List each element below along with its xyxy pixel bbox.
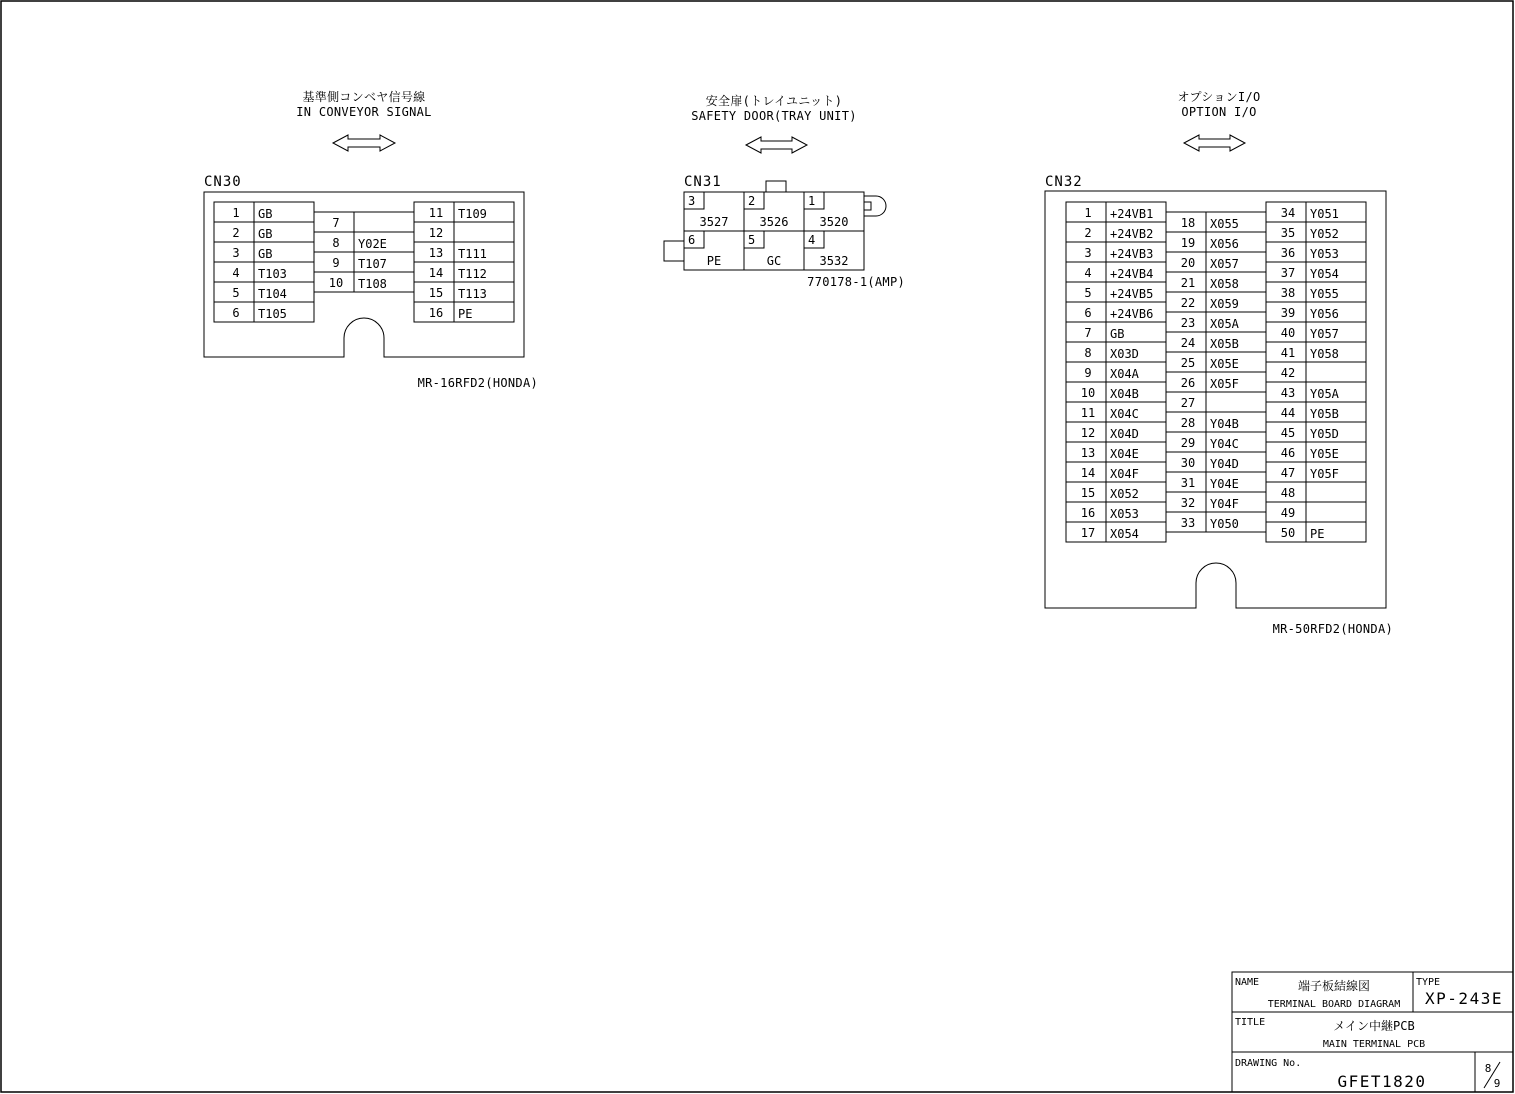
cn32-pin-5-signal: +24VB5: [1110, 287, 1154, 301]
cn31-pin-4-number: 4: [808, 233, 816, 247]
cn30-part-number: MR-16RFD2(HONDA): [417, 376, 538, 390]
cn30-caption-en: IN CONVEYOR SIGNAL: [296, 105, 432, 119]
cn30-pin-2-signal: GB: [258, 227, 273, 241]
cn32-pin-29-number: 29: [1180, 436, 1196, 450]
cn30-pin-16-signal: PE: [458, 307, 473, 321]
cn30-pin-1-signal: GB: [258, 207, 273, 221]
cn32-pin-17-number: 17: [1080, 526, 1096, 540]
cn32-pin-25-signal: X05E: [1210, 357, 1239, 371]
cn32-block: [1045, 90, 1393, 636]
cn32-pin-1-number: 1: [1084, 206, 1092, 220]
cn32-pin-2-number: 2: [1084, 226, 1092, 240]
cn30-pin-7-signal-cell: [354, 212, 414, 232]
cn32-pin-47-number: 47: [1280, 466, 1296, 480]
cn32-pin-37-signal: Y054: [1310, 267, 1339, 281]
cn32-pin-9-number: 9: [1084, 366, 1092, 380]
cn32-pin-43-number: 43: [1280, 386, 1296, 400]
cn32-caption-jp: オプションI/O: [1177, 90, 1261, 104]
cn31-pin-3-signal: 3527: [699, 215, 729, 229]
cn31-block: [664, 93, 905, 289]
cn31-pin-3-number: 3: [688, 194, 696, 208]
cn30-pin-5-signal: T104: [258, 287, 287, 301]
cn32-pin-47-signal: Y05F: [1310, 467, 1339, 481]
cn32-pin-24-signal: X05B: [1210, 337, 1239, 351]
name-jp: 端子板結線図: [1297, 979, 1371, 993]
cn30-pin-15-signal: T113: [458, 287, 487, 301]
cn32-pin-39-signal: Y056: [1310, 307, 1339, 321]
cn32-pin-30-signal: Y04D: [1210, 457, 1239, 471]
cn32-pin-40-number: 40: [1280, 326, 1296, 340]
cn30-pin-3-number: 3: [232, 246, 240, 260]
cn30-pin-6-number: 6: [232, 306, 240, 320]
cn30-pin-4-number: 4: [232, 266, 240, 280]
cn32-pin-36-number: 36: [1280, 246, 1296, 260]
cn31-pin-6-signal: PE: [706, 254, 722, 268]
cn32-pin-13-number: 13: [1080, 446, 1096, 460]
cn32-pin-17-signal: X054: [1110, 527, 1139, 541]
cn31-pin-5-number: 5: [748, 233, 756, 247]
cn32-pin-45-number: 45: [1280, 426, 1296, 440]
cn32-pin-19-signal: X056: [1210, 237, 1239, 251]
cn30-pin-3-signal: GB: [258, 247, 273, 261]
cn32-pin-34-signal: Y051: [1310, 207, 1339, 221]
cn32-pin-37-number: 37: [1280, 266, 1296, 280]
cn32-pin-14-number: 14: [1080, 466, 1096, 480]
cn32-pin-42-signal-cell: [1306, 362, 1366, 382]
cn32-pin-50-signal: PE: [1310, 527, 1325, 541]
cn32-pin-30-number: 30: [1180, 456, 1196, 470]
name-en: TERMINAL BOARD DIAGRAM: [1267, 999, 1401, 1010]
cn31-direction-arrow-icon: [746, 137, 807, 153]
type-value: XP-243E: [1425, 989, 1503, 1008]
cn32-pin-46-number: 46: [1280, 446, 1296, 460]
cn32-pin-8-number: 8: [1084, 346, 1092, 360]
cn30-caption-jp: 基準側コンベヤ信号線: [302, 90, 426, 104]
title-en: MAIN TERMINAL PCB: [1322, 1039, 1426, 1050]
cn32-pin-35-signal: Y052: [1310, 227, 1339, 241]
cn30-pin-8-number: 8: [332, 236, 340, 250]
cn32-pin-18-signal: X055: [1210, 217, 1239, 231]
cn32-pin-22-number: 22: [1180, 296, 1196, 310]
drawing-no-label: DRAWING No.: [1235, 1058, 1302, 1069]
cn32-pin-41-number: 41: [1280, 346, 1296, 360]
cn30-pin-12-number: 12: [428, 226, 444, 240]
cn32-pin-20-number: 20: [1180, 256, 1196, 270]
cn32-pin-28-number: 28: [1180, 416, 1196, 430]
cn32-pin-28-signal: Y04B: [1210, 417, 1239, 431]
cn31-polarity-key: [766, 181, 786, 192]
cn32-pin-38-number: 38: [1280, 286, 1296, 300]
cn30-pin-11-signal: T109: [458, 207, 487, 221]
title-block: [1232, 972, 1513, 1092]
cn32-pin-32-number: 32: [1180, 496, 1196, 510]
cn32-pin-43-signal: Y05A: [1310, 387, 1339, 401]
cn32-pin-34-number: 34: [1280, 206, 1296, 220]
cn32-pin-31-signal: Y04E: [1210, 477, 1239, 491]
title-jp: メイン中継PCB: [1333, 1019, 1415, 1033]
cn32-pin-13-signal: X04E: [1110, 447, 1139, 461]
cn30-pin-5-number: 5: [232, 286, 240, 300]
cn32-pin-18-number: 18: [1180, 216, 1196, 230]
cn30-pin-14-signal: T112: [458, 267, 487, 281]
cn32-caption-en: OPTION I/O: [1181, 105, 1257, 119]
cn32-pin-44-number: 44: [1280, 406, 1296, 420]
type-label: TYPE: [1416, 977, 1441, 988]
cn32-pin-7-signal: GB: [1110, 327, 1125, 341]
cn32-pin-24-number: 24: [1180, 336, 1196, 350]
cn30-pin-7-number: 7: [332, 216, 340, 230]
cn31-pin-6-number: 6: [688, 233, 696, 247]
cn32-pin-5-number: 5: [1084, 286, 1092, 300]
cn32-part-number: MR-50RFD2(HONDA): [1272, 622, 1393, 636]
cn30-pin-12-signal-cell: [454, 222, 514, 242]
cn32-pin-14-signal: X04F: [1110, 467, 1139, 481]
cn30-pin-table: [214, 202, 514, 322]
cn30-pin-11-number: 11: [428, 206, 444, 220]
cn32-pin-39-number: 39: [1280, 306, 1296, 320]
drawing-number: GFET1820: [1337, 1072, 1427, 1091]
cn32-pin-29-signal: Y04C: [1210, 437, 1239, 451]
cn32-pin-10-signal: X04B: [1110, 387, 1139, 401]
cn32-pin-11-signal: X04C: [1110, 407, 1139, 421]
cn32-pin-11-number: 11: [1080, 406, 1096, 420]
cn32-pin-35-number: 35: [1280, 226, 1296, 240]
cn30-block: [204, 89, 538, 390]
cn32-pin-22-signal: X059: [1210, 297, 1239, 311]
cn32-pin-48-number: 48: [1280, 486, 1296, 500]
cn32-pin-10-number: 10: [1080, 386, 1096, 400]
sheet-number: 8: [1484, 1062, 1492, 1075]
cn32-pin-32-signal: Y04F: [1210, 497, 1239, 511]
cn32-pin-38-signal: Y055: [1310, 287, 1339, 301]
cn32-pin-3-number: 3: [1084, 246, 1092, 260]
cn32-pin-21-signal: X058: [1210, 277, 1239, 291]
cn32-pin-21-number: 21: [1180, 276, 1196, 290]
cn32-pin-7-number: 7: [1084, 326, 1092, 340]
cn31-pin-5-signal: GC: [766, 254, 782, 268]
cn32-pin-23-signal: X05A: [1210, 317, 1239, 331]
cn32-pin-8-signal: X03D: [1110, 347, 1139, 361]
cn31-pin-table: [684, 192, 848, 268]
cn32-pin-33-number: 33: [1180, 516, 1196, 530]
cn32-pin-6-signal: +24VB6: [1110, 307, 1154, 321]
cn32-pin-4-number: 4: [1084, 266, 1092, 280]
name-label: NAME: [1235, 977, 1260, 988]
cn30-direction-arrow-icon: [333, 135, 395, 151]
cn32-pin-23-number: 23: [1180, 316, 1196, 330]
cn32-pin-16-number: 16: [1080, 506, 1096, 520]
cn30-pin-15-number: 15: [428, 286, 444, 300]
cn32-pin-49-signal-cell: [1306, 502, 1366, 522]
cn32-pin-15-number: 15: [1080, 486, 1096, 500]
cn31-part-number: 770178-1(AMP): [807, 275, 905, 289]
cn32-pin-27-signal-cell: [1206, 392, 1266, 412]
title-label: TITLE: [1235, 1017, 1266, 1028]
cn30-pin-2-number: 2: [232, 226, 240, 240]
cn31-pin-1-signal: 3520: [819, 215, 849, 229]
cn32-pin-48-signal-cell: [1306, 482, 1366, 502]
cn32-direction-arrow-icon: [1184, 135, 1245, 151]
cn32-pin-6-number: 6: [1084, 306, 1092, 320]
cn32-pin-49-number: 49: [1280, 506, 1296, 520]
cn32-pin-16-signal: X053: [1110, 507, 1139, 521]
cn30-pin-10-signal: T108: [358, 277, 387, 291]
cn32-pin-4-signal: +24VB4: [1110, 267, 1154, 281]
cn31-pin-4-signal: 3532: [819, 254, 849, 268]
cn32-pin-12-signal: X04D: [1110, 427, 1139, 441]
cn32-pin-45-signal: Y05D: [1310, 427, 1339, 441]
cn32-pin-50-number: 50: [1280, 526, 1296, 540]
cn32-pin-33-signal: Y050: [1210, 517, 1239, 531]
cn30-pin-6-signal: T105: [258, 307, 287, 321]
cn32-pin-44-signal: Y05B: [1310, 407, 1339, 421]
cn32-pin-9-signal: X04A: [1110, 367, 1139, 381]
cn30-pin-9-number: 9: [332, 256, 340, 270]
drawing-frame: [1, 1, 1513, 1092]
cn30-header: CN30: [204, 174, 242, 190]
cn32-pin-1-signal: +24VB1: [1110, 207, 1154, 221]
cn32-header: CN32: [1045, 174, 1083, 190]
cn32-pin-31-number: 31: [1180, 476, 1196, 490]
cn30-pin-9-signal: T107: [358, 257, 387, 271]
cn31-header: CN31: [684, 174, 722, 190]
cn32-pin-42-number: 42: [1280, 366, 1296, 380]
cn32-pin-26-signal: X05F: [1210, 377, 1239, 391]
cn32-pin-15-signal: X052: [1110, 487, 1139, 501]
cn30-pin-14-number: 14: [428, 266, 444, 280]
cn30-pin-13-signal: T111: [458, 247, 487, 261]
cn30-pin-13-number: 13: [428, 246, 444, 260]
cn32-pin-12-number: 12: [1080, 426, 1096, 440]
cn30-pin-16-number: 16: [428, 306, 444, 320]
cn32-pin-27-number: 27: [1180, 396, 1196, 410]
cn31-caption-jp: 安全扉(トレイユニット): [705, 94, 843, 108]
cn32-pin-20-signal: X057: [1210, 257, 1239, 271]
cn32-pin-36-signal: Y053: [1310, 247, 1339, 261]
cn31-right-latch: [864, 196, 886, 216]
cn32-pin-2-signal: +24VB2: [1110, 227, 1154, 241]
cn31-pin-2-signal: 3526: [759, 215, 789, 229]
cn32-pin-table: [1066, 202, 1366, 542]
cn31-left-latch: [664, 241, 684, 261]
cn31-caption-en: SAFETY DOOR(TRAY UNIT): [691, 109, 857, 123]
cn32-pin-41-signal: Y058: [1310, 347, 1339, 361]
cn32-pin-40-signal: Y057: [1310, 327, 1339, 341]
sheet-total: 9: [1493, 1077, 1501, 1090]
cn31-pin-2-number: 2: [748, 194, 756, 208]
cn32-pin-25-number: 25: [1180, 356, 1196, 370]
cn32-pin-19-number: 19: [1180, 236, 1196, 250]
cn30-pin-8-signal: Y02E: [358, 237, 387, 251]
cn30-pin-1-number: 1: [232, 206, 240, 220]
cn32-pin-46-signal: Y05E: [1310, 447, 1339, 461]
cn30-pin-4-signal: T103: [258, 267, 287, 281]
cn32-pin-26-number: 26: [1180, 376, 1196, 390]
cn30-pin-10-number: 10: [328, 276, 344, 290]
cn32-pin-3-signal: +24VB3: [1110, 247, 1154, 261]
cn31-pin-1-number: 1: [808, 194, 816, 208]
